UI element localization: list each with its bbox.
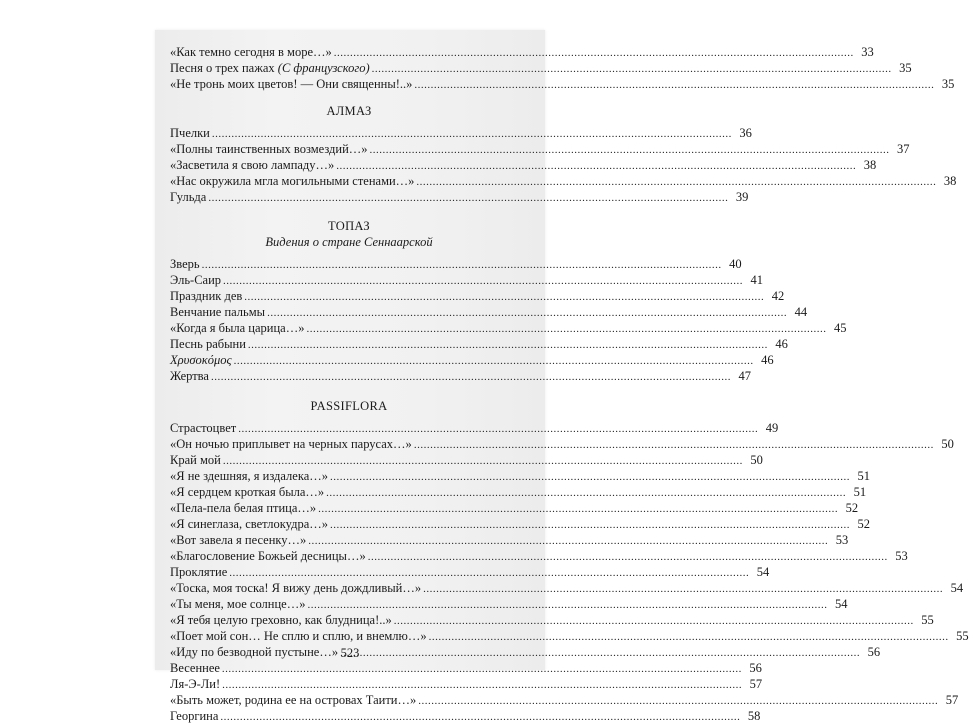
toc-entry-page: 57 (749, 677, 763, 691)
toc-entry-title: Страстоцвет (170, 421, 237, 435)
toc-entry (170, 304, 808, 320)
toc-entry (170, 272, 764, 288)
toc-entry-title: Гульда (170, 190, 207, 204)
toc-entry-title: «Как темно сегодня в море…» (170, 45, 332, 59)
toc-entry (170, 628, 969, 644)
toc-entry-page: 36 (739, 126, 752, 140)
toc-entry (170, 76, 955, 92)
toc-section (170, 103, 957, 205)
toc-entry-page: 56 (749, 661, 762, 675)
toc-entry-title: Георгина (170, 709, 219, 723)
leader-dots (306, 321, 826, 337)
toc-entry (170, 452, 763, 468)
toc-entry (170, 500, 859, 516)
toc-entry-title: Песнь рабыни (170, 337, 246, 351)
toc-entry-page: 33 (861, 45, 874, 59)
leader-dots (416, 174, 936, 190)
leader-dots (308, 533, 828, 549)
leader-dots (370, 142, 890, 158)
section-heading: PASSIFLORA (310, 399, 388, 413)
toc-entry-title: Край мой (170, 453, 221, 467)
toc-entry (170, 532, 849, 548)
toc-entry-page: 51 (853, 485, 867, 499)
toc-entry (170, 596, 848, 612)
toc-entry-title: «Быть может, родина ее на островах Таити…» (170, 693, 417, 707)
toc-entry-title: Зверь (170, 257, 200, 271)
toc-entry-title: «Не тронь моих цветов! — Они священны!..» (170, 77, 413, 91)
toc-section (170, 218, 847, 384)
toc-entry (170, 288, 785, 304)
toc-entry (170, 516, 871, 532)
toc-entry-page: 50 (941, 437, 954, 451)
toc-entry (170, 352, 774, 368)
toc-entry-page: 56 (867, 645, 881, 659)
toc-entry-page: 44 (794, 305, 808, 319)
toc-entry-page: 58 (747, 709, 761, 723)
leader-dots (238, 421, 758, 437)
toc-entry-page: 41 (750, 273, 764, 287)
toc-entry-title: Ля-Э-Ли! (170, 677, 221, 691)
toc-entry-title: «Засветила я свою лампаду…» (170, 158, 335, 172)
leader-dots (307, 597, 827, 613)
toc-entry-italic-note: (С французского) (277, 61, 370, 75)
toc-entry-page: 37 (897, 142, 910, 156)
toc-entry (170, 612, 934, 628)
toc-entry-title: Весеннее (170, 661, 220, 675)
leader-dots (248, 337, 768, 353)
toc-entry (170, 580, 964, 596)
toc-entry-page: 53 (895, 549, 908, 563)
leader-dots (368, 549, 888, 565)
toc-entry-title: «Вот завела я песенку…» (170, 533, 307, 547)
toc-entry-page: 46 (775, 337, 788, 351)
toc-entry-page: 50 (750, 453, 763, 467)
leader-dots (330, 469, 850, 485)
toc-entry (170, 436, 954, 452)
toc-entry-page: 54 (834, 597, 848, 611)
toc-section (170, 44, 955, 92)
toc-entry (170, 420, 779, 436)
toc-entry-page: 52 (857, 517, 871, 531)
toc-entry (170, 44, 874, 60)
toc-entry-page: 42 (771, 289, 785, 303)
toc-entry (170, 660, 762, 676)
toc-entry-title: Проклятие (170, 565, 228, 579)
toc-entry-title: «Полны таинственных возмездий…» (170, 142, 368, 156)
toc-entry (170, 60, 912, 76)
toc-entry-title: Χρυσοκόμος (170, 353, 232, 367)
toc-entry (170, 676, 763, 692)
toc-entry (170, 189, 749, 205)
toc-entry (170, 141, 910, 157)
toc-entry-title: «Поет мой сон… Не сплю и сплю, и внемлю…» (170, 629, 427, 643)
section-heading: ТОПАЗ (327, 219, 370, 233)
toc-entry-page: 38 (863, 158, 877, 172)
leader-dots (267, 305, 787, 321)
leader-dots (208, 190, 728, 206)
leader-dots (414, 437, 934, 453)
toc-entry (170, 484, 867, 500)
toc-entry-page: 54 (756, 565, 770, 579)
toc-entry (170, 368, 751, 384)
toc-entry-title: Эль-Саир (170, 273, 222, 287)
leader-dots (222, 661, 742, 677)
toc-entry-page: 54 (950, 581, 964, 595)
leader-dots (394, 613, 914, 629)
leader-dots (429, 629, 949, 645)
toc-entry (170, 708, 761, 724)
leader-dots (318, 501, 838, 517)
toc-entry-title: «Я тебя целую греховно, как блудница!..» (170, 613, 392, 627)
toc-entry (170, 125, 752, 141)
toc-entry-title: «Я синеглаза, светлокудра…» (170, 517, 329, 531)
toc-entry (170, 173, 957, 189)
leader-dots (223, 273, 743, 289)
page-number: 523 (340, 646, 360, 660)
leader-dots (220, 709, 740, 725)
leader-dots (234, 353, 754, 369)
toc-entry (170, 256, 742, 272)
leader-dots (223, 453, 743, 469)
toc-entry-page: 57 (945, 693, 959, 707)
toc-entry-page: 55 (921, 613, 934, 627)
toc-entry (170, 468, 871, 484)
toc-entry-page: 35 (941, 77, 955, 91)
toc-entry-title: «Иду по безводной пустыне…» (170, 645, 339, 659)
toc-entry-title: «Нас окружила мгла могильными стенами…» (170, 174, 415, 188)
toc-entry-page: 40 (729, 257, 742, 271)
leader-dots (326, 485, 846, 501)
toc-entry-title: «Я сердцем кроткая была…» (170, 485, 325, 499)
leader-dots (211, 369, 731, 385)
table-of-contents (170, 44, 969, 724)
toc-section (170, 398, 969, 724)
toc-entry-title: «Тоска, моя тоска! Я вижу день дождливый…» (170, 581, 422, 595)
toc-entry-title: «Я не здешняя, я издалека…» (170, 469, 329, 483)
leader-dots (244, 289, 764, 305)
toc-entry-title: Пчелки (170, 126, 210, 140)
toc-entry-page: 49 (765, 421, 779, 435)
leader-dots (222, 677, 742, 693)
leader-dots (336, 158, 856, 174)
leader-dots (212, 126, 732, 142)
leader-dots (229, 565, 749, 581)
toc-entry-page: 51 (857, 469, 871, 483)
toc-entry (170, 157, 877, 173)
toc-entry-page: 53 (835, 533, 849, 547)
toc-entry-page: 55 (956, 629, 969, 643)
toc-entry-page: 38 (943, 174, 957, 188)
toc-entry (170, 336, 788, 352)
toc-entry-title: «Благословение Божьей десницы…» (170, 549, 366, 563)
toc-entry-title: Венчание пальмы (170, 305, 266, 319)
toc-entry-title: «Когда я была царица…» (170, 321, 305, 335)
toc-entry-title: «Пела-пела белая птица…» (170, 501, 317, 515)
leader-dots (202, 257, 722, 273)
toc-entry (170, 548, 908, 564)
toc-entry (170, 320, 847, 336)
toc-entry-title: Праздник дев (170, 289, 243, 303)
toc-entry-title: «Он ночью приплывет на черных парусах…» (170, 437, 412, 451)
leader-dots (330, 517, 850, 533)
toc-entry-title: Жертва (170, 369, 209, 383)
section-heading: АЛМАЗ (326, 104, 372, 118)
toc-entry-title: «Ты меня, мое солнце…» (170, 597, 306, 611)
leader-dots (414, 77, 934, 93)
toc-entry-page: 39 (735, 190, 749, 204)
toc-entry-title: Песня о трех пажах (С французского) (170, 61, 370, 75)
toc-entry (170, 692, 959, 708)
section-subheading: Видения о стране Сеннаарской (265, 235, 433, 249)
leader-dots (372, 61, 892, 77)
toc-entry-page: 35 (899, 61, 912, 75)
toc-entry (170, 564, 770, 580)
leader-dots (418, 693, 938, 709)
toc-entry-page: 46 (761, 353, 774, 367)
leader-dots (423, 581, 943, 597)
toc-entry-page: 47 (738, 369, 751, 383)
toc-entry-page: 45 (833, 321, 847, 335)
leader-dots (334, 45, 854, 61)
toc-entry-page: 52 (845, 501, 859, 515)
